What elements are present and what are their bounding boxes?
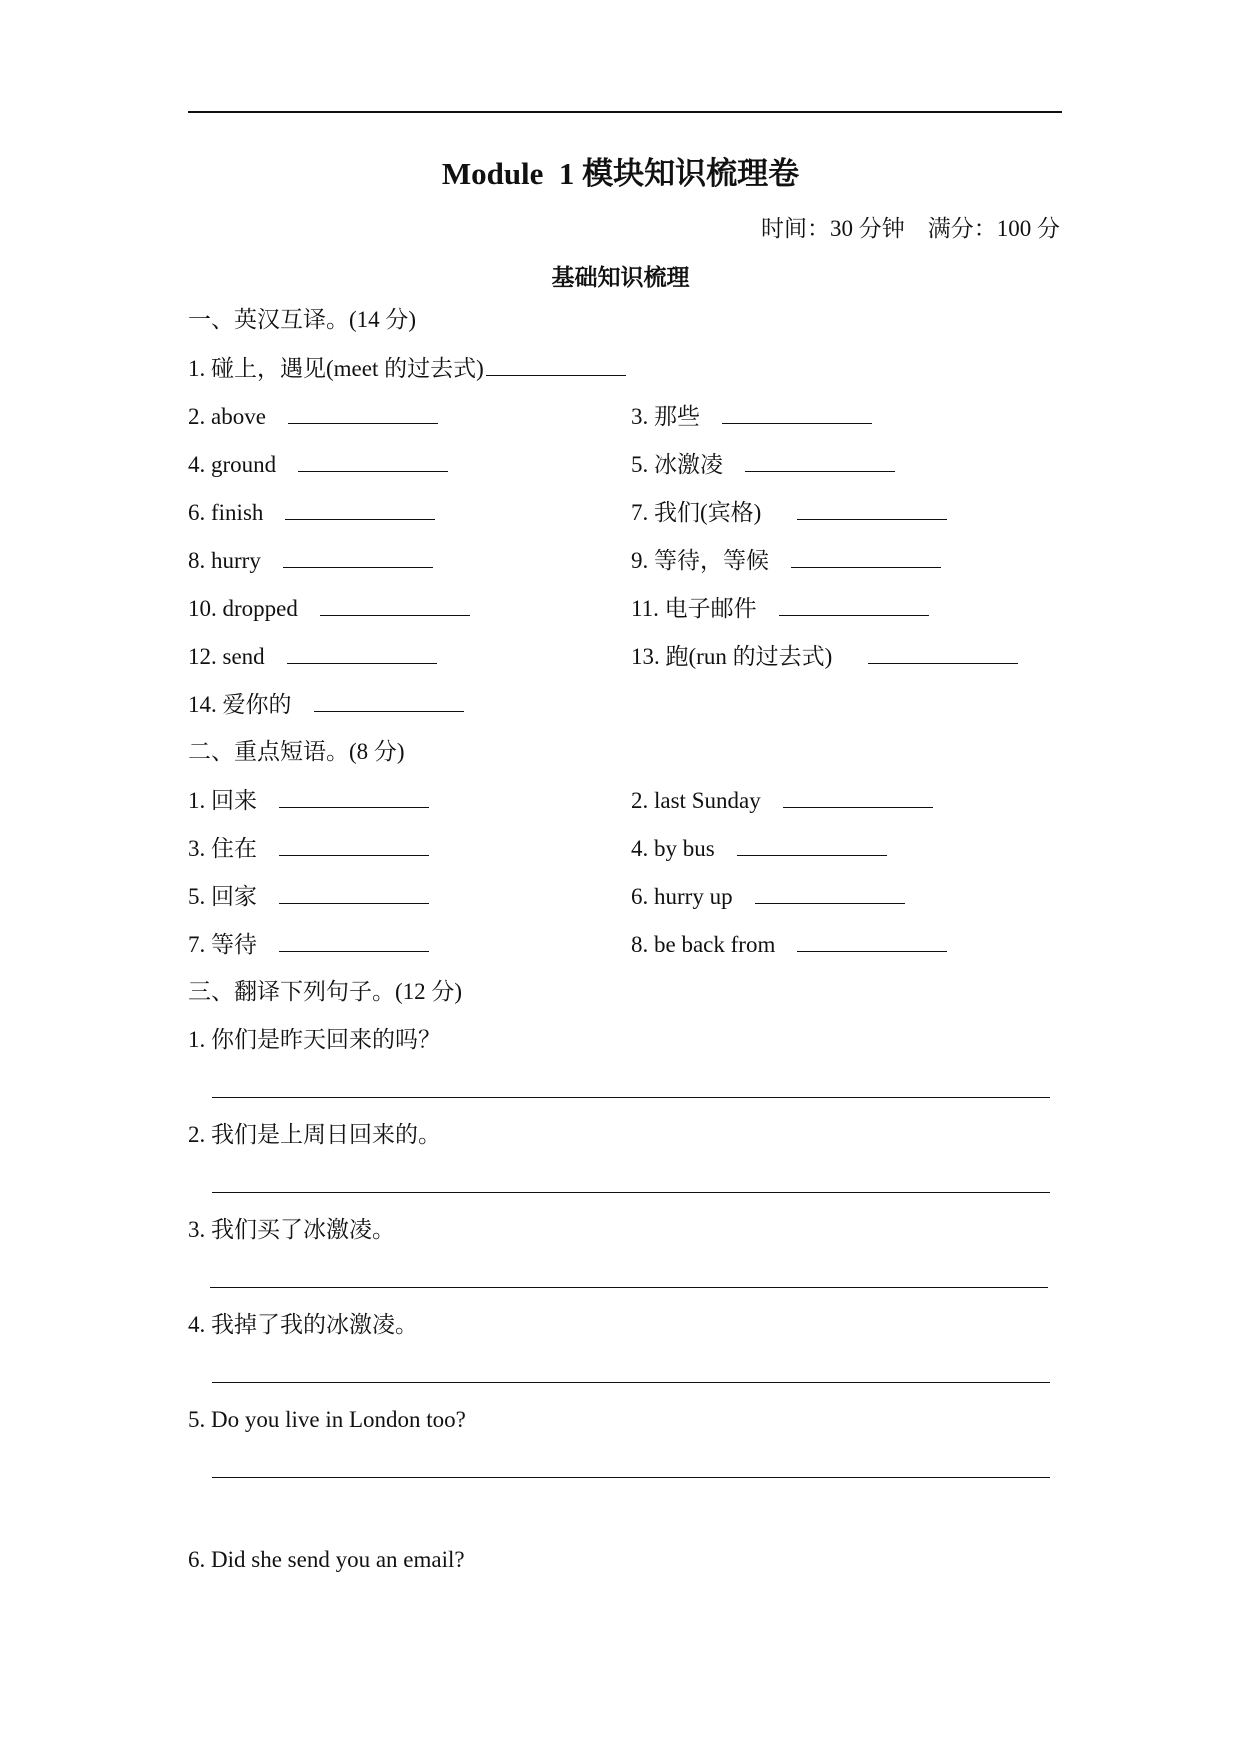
answer-blank[interactable] [868, 641, 1018, 664]
answer-line[interactable] [212, 1382, 1050, 1383]
answer-blank[interactable] [486, 353, 626, 376]
phrase-item: 4. by bus [631, 833, 887, 864]
question-item: 3. 那些 [631, 401, 872, 432]
header-rule [188, 111, 1062, 113]
question-item: 1. 碰上，遇见(meet 的过去式) [188, 353, 626, 384]
phrase-item: 2. last Sunday [631, 785, 933, 816]
question-item: 11. 电子邮件 [631, 593, 929, 624]
answer-blank[interactable] [722, 401, 872, 424]
answer-blank[interactable] [791, 545, 941, 568]
answer-blank[interactable] [779, 593, 929, 616]
answer-line[interactable] [210, 1287, 1048, 1288]
question-item: 4. ground [188, 449, 448, 480]
question-item: 13. 跑(run 的过去式) [631, 641, 1018, 672]
question-item: 5. 冰激凌 [631, 449, 895, 480]
question-item: 12. send [188, 641, 437, 672]
sentence-item: 3. 我们买了冰激凌。 [188, 1217, 395, 1242]
phrase-item: 5. 回家 [188, 881, 429, 912]
question-item: 14. 爱你的 [188, 689, 464, 720]
answer-line[interactable] [212, 1477, 1050, 1478]
answer-blank[interactable] [745, 449, 895, 472]
phrase-item: 6. hurry up [631, 881, 905, 912]
section2-heading: 二、重点短语。(8 分) [188, 739, 405, 764]
answer-blank[interactable] [797, 497, 947, 520]
sentence-item: 5. Do you live in London too? [188, 1407, 466, 1432]
answer-blank[interactable] [279, 881, 429, 904]
sentence-item: 6. Did she send you an email? [188, 1547, 465, 1572]
section1-heading: 一、英汉互译。(14 分) [188, 307, 417, 332]
answer-blank[interactable] [279, 833, 429, 856]
question-item: 6. finish [188, 497, 435, 528]
answer-line[interactable] [212, 1097, 1050, 1098]
answer-blank[interactable] [288, 401, 438, 424]
phrase-item: 3. 住在 [188, 833, 429, 864]
answer-blank[interactable] [314, 689, 464, 712]
sentence-item: 1. 你们是昨天回来的吗？ [188, 1027, 441, 1052]
phrase-item: 7. 等待 [188, 929, 429, 960]
question-item: 2. above [188, 401, 438, 432]
question-item: 8. hurry [188, 545, 433, 576]
answer-blank[interactable] [797, 929, 947, 952]
question-item: 7. 我们(宾格) [631, 497, 947, 528]
answer-blank[interactable] [320, 593, 470, 616]
answer-blank[interactable] [298, 449, 448, 472]
sentence-item: 4. 我掉了我的冰激凌。 [188, 1312, 418, 1337]
page-title: Module 1 模块知识梳理卷 [441, 156, 800, 191]
question-item: 9. 等待，等候 [631, 545, 941, 576]
answer-blank[interactable] [287, 641, 437, 664]
answer-blank[interactable] [285, 497, 435, 520]
answer-blank[interactable] [783, 785, 933, 808]
phrase-item: 1. 回来 [188, 785, 429, 816]
sentence-item: 2. 我们是上周日回来的。 [188, 1122, 441, 1147]
phrase-item: 8. be back from [631, 929, 947, 960]
time-score-info: 时间：30 分钟 满分：100 分 [761, 216, 1060, 241]
answer-blank[interactable] [755, 881, 905, 904]
answer-blank[interactable] [737, 833, 887, 856]
question-item: 10. dropped [188, 593, 470, 624]
answer-blank[interactable] [279, 929, 429, 952]
answer-blank[interactable] [279, 785, 429, 808]
section-subtitle: 基础知识梳理 [551, 265, 690, 290]
section3-heading: 三、翻译下列句子。(12 分) [188, 979, 463, 1004]
answer-blank[interactable] [283, 545, 433, 568]
answer-line[interactable] [212, 1192, 1050, 1193]
